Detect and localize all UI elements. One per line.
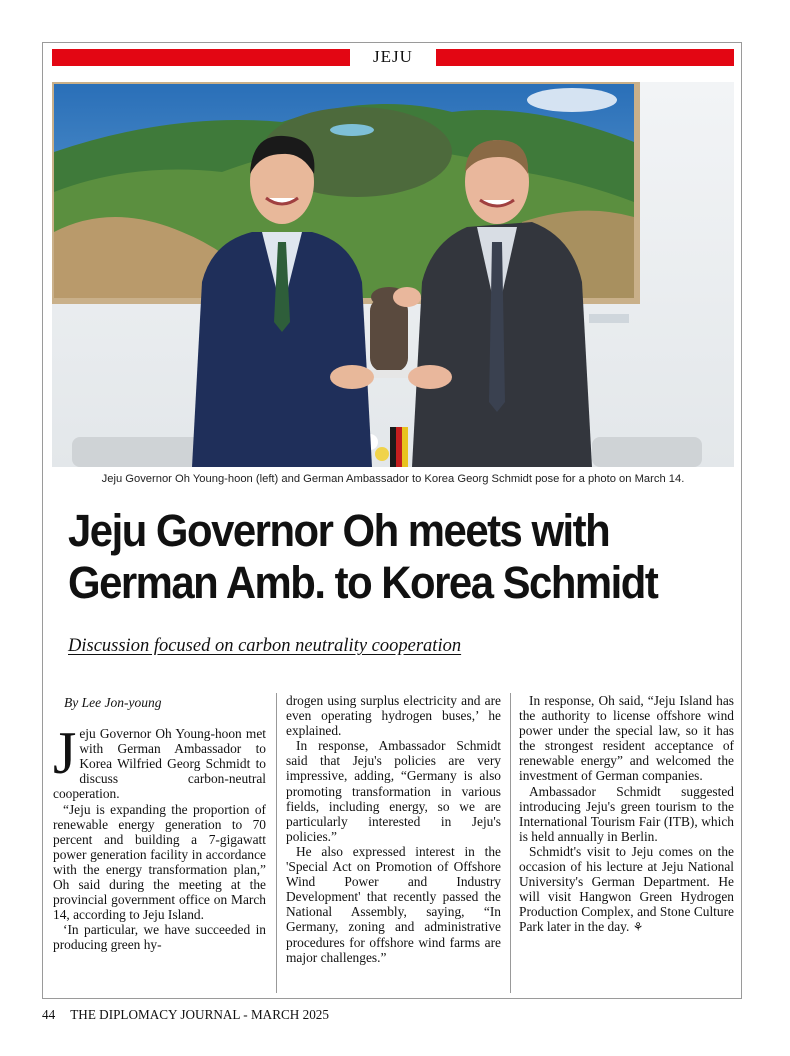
article-paragraph: ‘In particular, we have succeeded in producing green hy- [53,922,266,953]
section-bar-right [436,49,734,66]
photo-caption: Jeju Governor Oh Young-hoon (left) and German Ambassador to Korea Georg Schmidt pose for a photo on March 14. [101,473,685,485]
article-paragraph: “Jeju is expanding the proportion of renewable energy generation to 70 percent and building a 7-gigawatt power generation facility in accordance with the energy transformation plan,” Oh said during the meeting at the provincial government office on March 14, according to Jeju Island. [53,801,266,923]
article-paragraph: Ambassador Schmidt suggested introducing Jeju's green tourism to the International Tourism Fair (ITB), which is held annually in Berlin. [519,783,734,844]
headline [68,505,691,609]
article-paragraph: Schmidt's visit to Jeju comes on the occasion of his lecture at Jeju National University's German Department. He will visit Hangwon Green Hydrogen Production Complex, and Stone Culture Park later in the day. ⚘ [519,843,734,935]
article-paragraph: He also expressed interest in the 'Special Act on Promotion of Offshore Wind Power and Industry Development' that recently passed the National Assembly, saying, “In Germany, zoning and administrative procedures for offshore wind farms are major challenges.” [286,843,501,965]
page-footer [42,1007,329,1023]
column-divider [510,693,511,993]
section-label: JEJU [373,47,413,66]
drop-cap: J [53,720,77,787]
article-paragraph: Jeju Governor Oh Young-hoon met with German Ambassador to Korea Wilfried Georg Schmidt to discuss carbon-neutral cooperation. [53,720,266,802]
section-bar-left [52,49,350,66]
headline-line-2: German Amb. to Korea Schmidt [68,557,658,608]
page-number: 44 [42,1007,56,1022]
article-paragraph: In response, Ambassador Schmidt said that Jeju's policies are very impressive, adding, “Germany is also promoting transformation in various fields, including energy, so we are particularly interested in Jeju's policies.” [286,738,501,844]
article-column-3 [519,693,734,936]
byline: By Lee Jon-young [64,695,162,710]
column-divider [276,693,277,993]
subheadline: Discussion focused on carbon neutrality cooperation [68,636,462,656]
headline-line-1: Jeju Governor Oh meets with [68,505,610,556]
article-column-1 [53,693,266,953]
article-column-2 [286,693,501,965]
end-of-story-icon: ⚘ [632,920,644,935]
article-paragraph: In response, Oh said, “Jeju Island has the authority to license offshore wind power under the special law, so it has the strongest resident acceptance of renewable energy” and welcomed the investment of German companies. [519,693,734,784]
publication-name: THE DIPLOMACY JOURNAL - MARCH 2025 [70,1007,329,1022]
article-paragraph: drogen using surplus electricity and are even operating hydrogen buses,’ he explained. [286,693,501,739]
article-photo [52,82,734,467]
